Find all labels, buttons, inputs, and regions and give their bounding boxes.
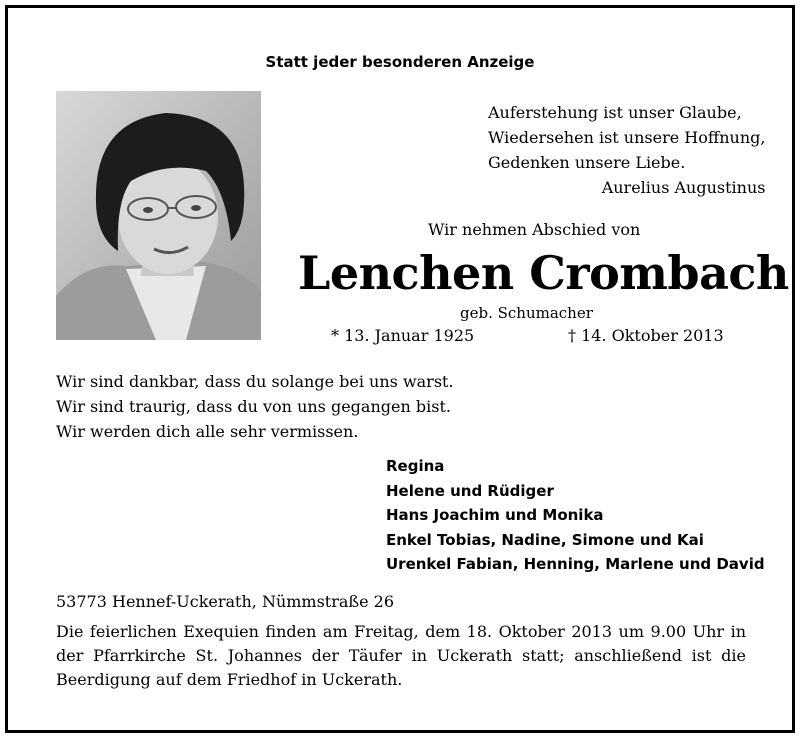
remembrance-poem (56, 369, 454, 444)
funeral-details: Die feierlichen Exequien finden am Freitag, dem 18. Oktober 2013 um 9.00 Uhr in der Pfarrkirche St. Johannes der Täufer in Uckerath statt; anschließend ist die Beerdigung auf dem Friedhof in Uckerath. (56, 622, 746, 689)
obituary-notice (5, 5, 795, 733)
header-notice: Statt jeder besonderen Anzeige (265, 53, 535, 71)
birth-date: * 13. Januar 1925 (331, 326, 475, 345)
mourner-entry: Hans Joachim und Monika (386, 506, 604, 524)
maiden-name: geb. Schumacher (460, 304, 593, 322)
mourner-entry: Urenkel Fabian, Henning, Marlene und David (386, 555, 765, 573)
mourner-entry: Helene und Rüdiger (386, 481, 554, 500)
quote-line: Wiedersehen ist unsere Hoffnung, (488, 128, 766, 147)
portrait-photo (56, 91, 261, 340)
quote-line: Auferstehung ist unser Glaube, (488, 103, 742, 122)
deceased-name: Lenchen Crombach (298, 246, 789, 300)
quote-line: Gedenken unsere Liebe. (488, 153, 686, 172)
poem-line: Wir sind traurig, dass du von uns gegangen bist. (56, 397, 451, 416)
mourners-list (386, 454, 765, 577)
family-address: 53773 Hennef-Uckerath, Nümmstraße 26 (56, 592, 395, 611)
poem-line: Wir sind dankbar, dass du solange bei uns warst. (56, 372, 454, 391)
death-date: † 14. Oktober 2013 (568, 326, 724, 345)
poem-line: Wir werden dich alle sehr vermissen. (56, 422, 359, 441)
mourner-entry: Enkel Tobias, Nadine, Simone und Kai (386, 530, 704, 549)
epitaph-quote (488, 100, 765, 200)
quote-author: Aurelius Augustinus (601, 178, 766, 197)
farewell-intro: Wir nehmen Abschied von (428, 220, 641, 239)
mourner-entry: Regina (386, 457, 445, 475)
